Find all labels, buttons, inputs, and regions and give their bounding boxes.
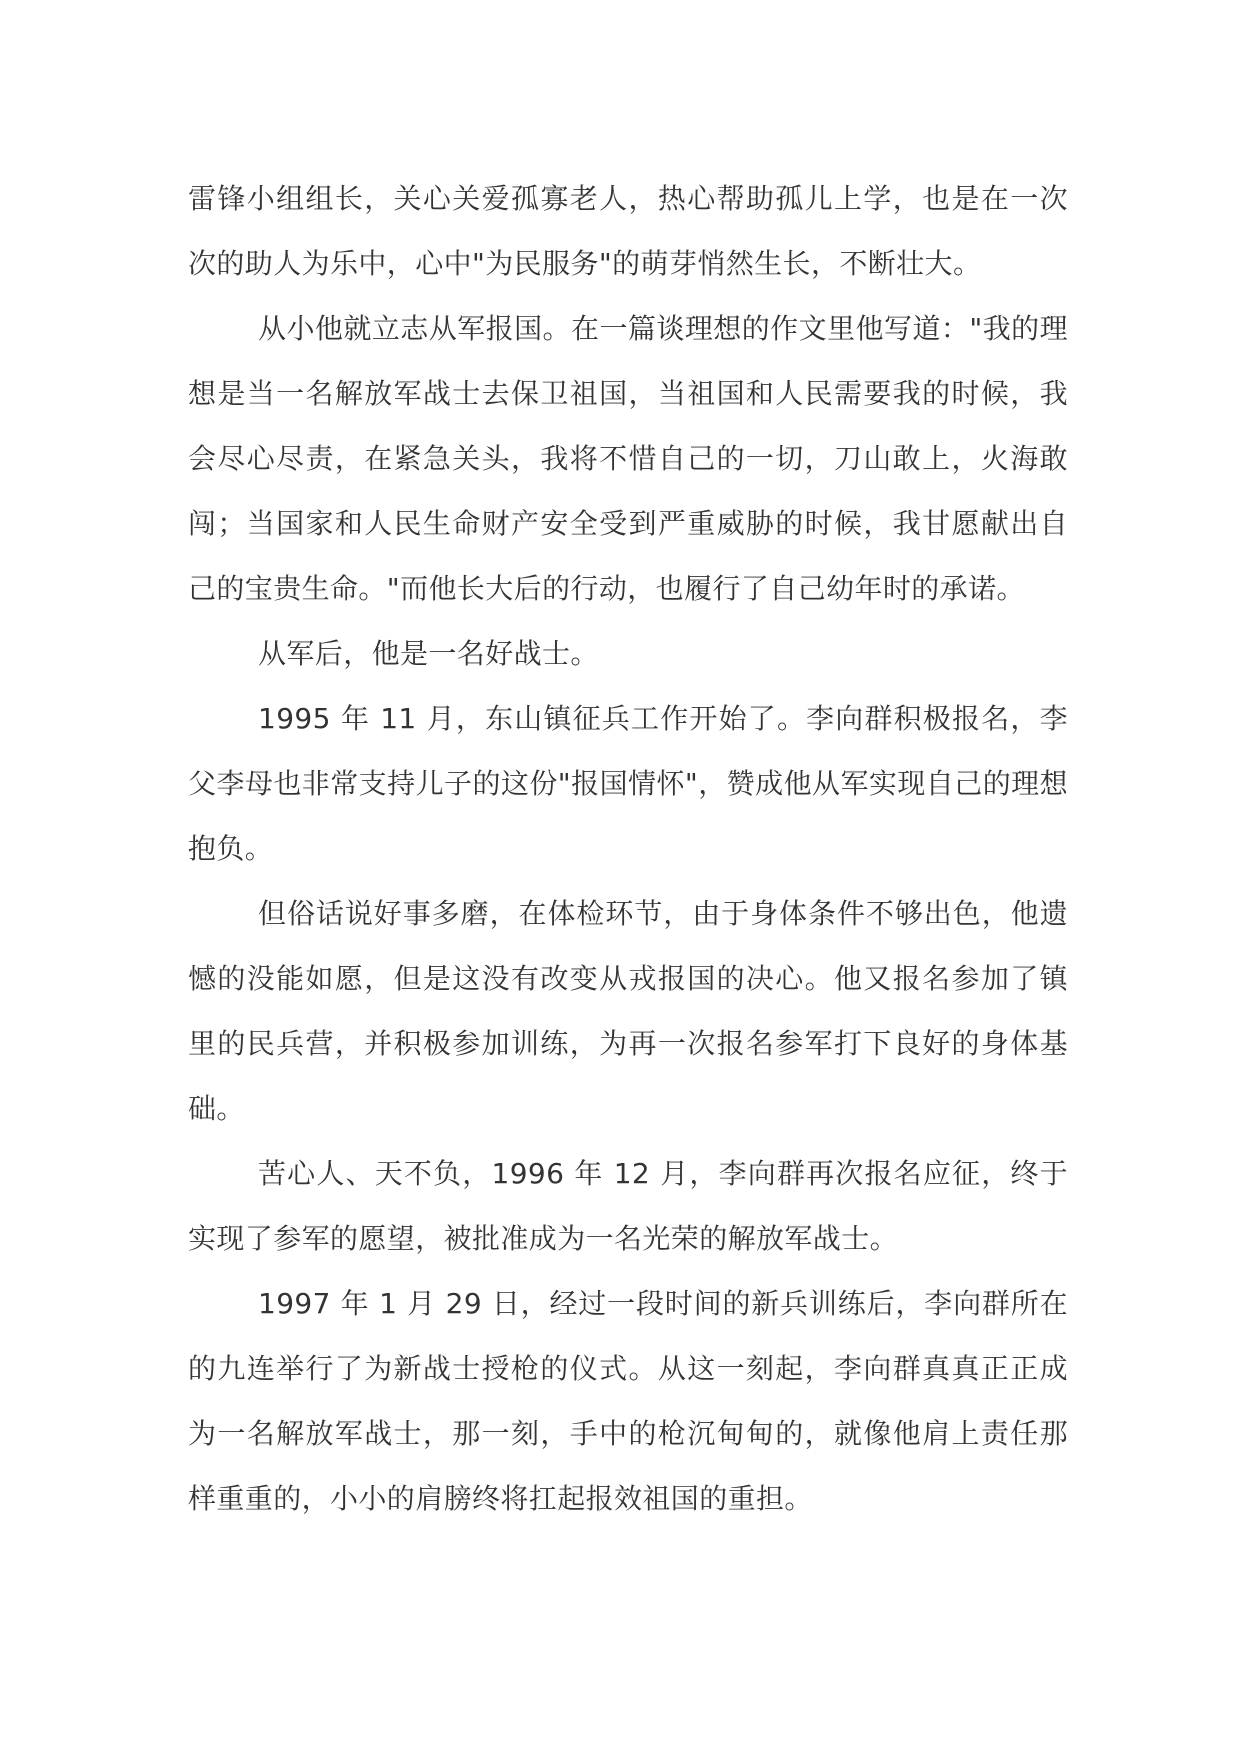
paragraph-3: 从军后，他是一名好战士。 xyxy=(258,637,599,670)
paragraph-5: 但俗话说好事多磨，在体检环节，由于身体条件不够出色，他遗憾的没能如愿，但是这没有改变从戎报国的决心。他又报名参加了镇里的民兵营，并积极参加训练，为再一次报名参军打下良好的身体基础。 xyxy=(188,897,1068,1125)
paragraph-1: 雷锋小组组长，关心关爱孤寡老人，热心帮助孤儿上学，也是在一次次的助人为乐中，心中"为民服务"的萌芽悄然生长，不断壮大。 xyxy=(188,182,1068,280)
paragraph-6: 苦心人、天不负，1996 年 12 月，李向群再次报名应征，终于实现了参军的愿望，被批准成为一名光荣的解放军战士。 xyxy=(188,1157,1068,1255)
paragraph-4: 1995 年 11 月，东山镇征兵工作开始了。李向群积极报名，李父李母也非常支持儿子的这份"报国情怀"，赞成他从军实现自己的理想抱负。 xyxy=(188,702,1068,865)
paragraph-2: 从小他就立志从军报国。在一篇谈理想的作文里他写道："我的理想是当一名解放军战士去保卫祖国，当祖国和人民需要我的时候，我会尽心尽责，在紧急关头，我将不惜自己的一切，刀山敢上，火海敢闯；当国家和人民生命财产安全受到严重威胁的时候，我甘愿献出自己的宝贵生命。"而他长大后的行动，也履行了自己幼年时的承诺。 xyxy=(188,312,1068,605)
paragraph-7: 1997 年 1 月 29 日，经过一段时间的新兵训练后，李向群所在的九连举行了为新战士授枪的仪式。从这一刻起，李向群真真正正成为一名解放军战士，那一刻，手中的枪沉甸甸的，就像他肩上责任那样重重的，小小的肩膀终将扛起报效祖国的重担。 xyxy=(188,1287,1068,1515)
document-body xyxy=(188,166,1068,1531)
